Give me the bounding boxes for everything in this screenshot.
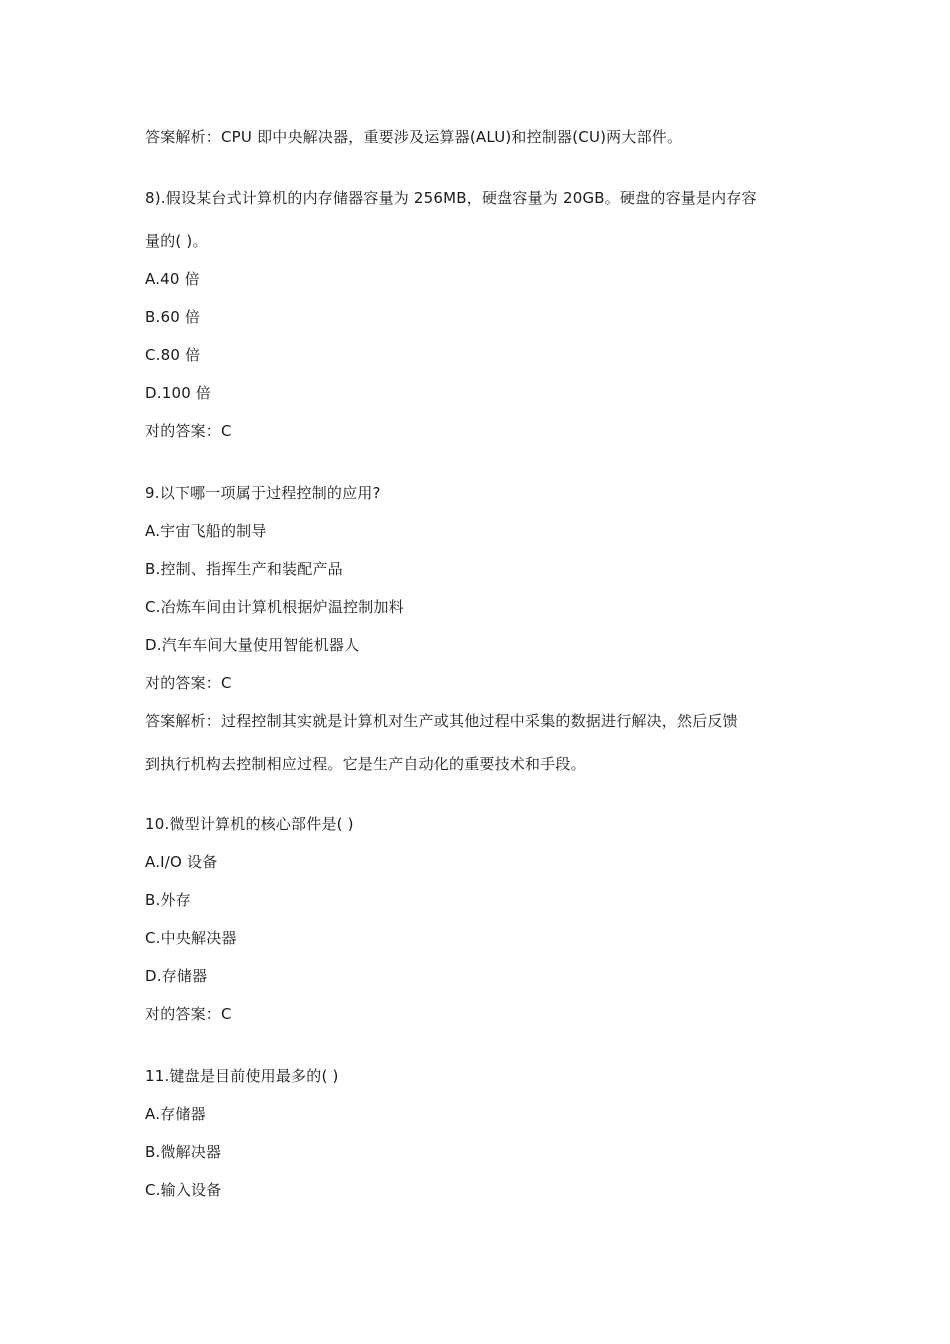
q11-option-a: A.存储器	[145, 1105, 206, 1123]
q9-option-d: D.汽车车间大量使用智能机器人	[145, 636, 360, 654]
q10-option-d: D.存储器	[145, 967, 208, 985]
q9-explanation-line1: 答案解析：过程控制其实就是计算机对生产或其他过程中采集的数据进行解决，然后反馈	[145, 712, 738, 730]
q9-option-b: B.控制、指挥生产和装配产品	[145, 560, 343, 578]
q10-option-a: A.I/O 设备	[145, 853, 218, 871]
q10-option-b: B.外存	[145, 891, 191, 909]
q8-option-b: B.60 倍	[145, 308, 201, 326]
q9-option-a: A.宇宙飞船的制导	[145, 522, 267, 540]
q11-option-b: B.微解决器	[145, 1143, 222, 1161]
q10-stem: 10.微型计算机的核心部件是( )	[145, 815, 354, 833]
q7-explanation: 答案解析：CPU 即中央解决器，重要涉及运算器(ALU)和控制器(CU)两大部件。	[145, 128, 683, 146]
q8-option-c: C.80 倍	[145, 346, 201, 364]
q9-answer: 对的答案：C	[145, 674, 232, 692]
q9-explanation-line2: 到执行机构去控制相应过程。它是生产自动化的重要技术和手段。	[145, 755, 586, 773]
q8-stem-line2: 量的( )。	[145, 232, 208, 250]
q8-option-a: A.40 倍	[145, 270, 200, 288]
q10-answer: 对的答案：C	[145, 1005, 232, 1023]
q9-stem: 9.以下哪一项属于过程控制的应用?	[145, 484, 381, 502]
q8-answer: 对的答案：C	[145, 422, 232, 440]
q8-stem-line1: 8).假设某台式计算机的内存储器容量为 256MB，硬盘容量为 20GB。硬盘的容量是内存容	[145, 189, 757, 207]
q9-option-c: C.冶炼车间由计算机根据炉温控制加料	[145, 598, 404, 616]
q10-option-c: C.中央解决器	[145, 929, 237, 947]
q11-option-c: C.输入设备	[145, 1181, 222, 1199]
q11-stem: 11.键盘是目前使用最多的( )	[145, 1067, 339, 1085]
q8-option-d: D.100 倍	[145, 384, 212, 402]
